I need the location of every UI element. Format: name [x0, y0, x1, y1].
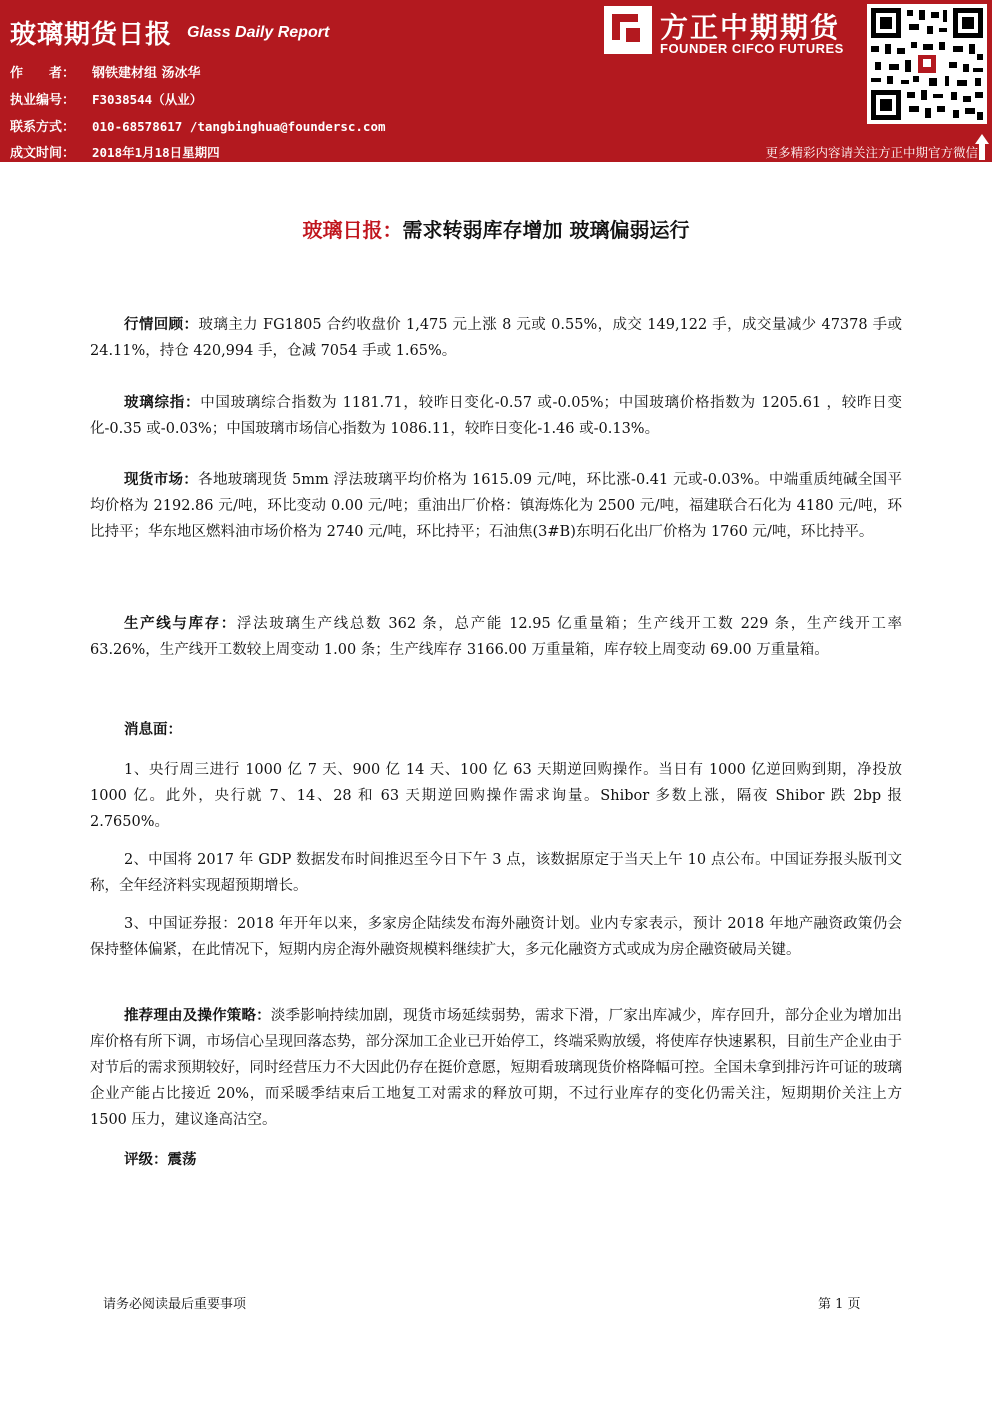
footer-notice: 请务必阅读最后重要事项: [103, 1297, 247, 1312]
page-title: [0, 214, 992, 243]
company-name-en: FOUNDER CIFCO FUTURES: [660, 41, 844, 56]
date-value: 2018年1月18日星期四: [92, 145, 220, 160]
rating-value: 震荡: [167, 1152, 197, 1168]
date-label: 成文时间：: [10, 146, 76, 161]
market-review-paragraph: [90, 312, 902, 364]
page-number: 第 1 页: [818, 1297, 861, 1312]
wechat-note: 更多精彩内容请关注方正中期官方微信: [765, 145, 978, 160]
strategy-text: 淡季影响持续加剧，现货市场延续弱势，需求下滑，厂家出库减少，库存回升，部分企业为增加出库价格有所下调，市场信心呈现回落态势，部分深加工企业已开始停工，终端采购放缓，将使库存快速累积，目前生产企业由于对节后的需求预期较好，同时经营压力不大因此仍存在挺价意愿，短期看玻璃现货价格降幅可控。全国未拿到排污许可证的玻璃企业产能占比接近 20%，而采暖季结束后工地复工对需求的释放可期，不过行业库存的变化仍需关注，短期期价关注上方 1500 压力，建议逢高沽空。: [90, 1008, 902, 1128]
news-heading: [90, 717, 902, 743]
contact-value[interactable]: 010-68578617 /tangbinghua@foundersc.com: [92, 119, 386, 134]
news-item: 3、中国证券报：2018 年开年以来，多家房企陆续发布海外融资计划。业内专家表示，预计 2018 年地产融资政策仍会保持整体偏紧，在此情况下，短期内房企海外融资规模料继续扩大，多元化融资方式或成为房企融资破局关键。: [90, 916, 902, 958]
qr-code-icon: [867, 4, 987, 124]
strategy-label: 推荐理由及操作策略：: [124, 1008, 271, 1024]
company-name-cn: 方正中期期货: [660, 11, 841, 44]
author-row: [10, 62, 201, 81]
news-label: 消息面：: [124, 722, 182, 738]
rating-label: 评级：: [124, 1152, 168, 1168]
index-paragraph: [90, 390, 902, 442]
spot-paragraph: [90, 467, 902, 545]
arrow-up-icon: [975, 134, 989, 160]
title-prefix: 玻璃日报：: [302, 218, 403, 242]
author-label: 作 者：: [10, 66, 76, 81]
spot-text: 各地玻璃现货 5mm 浮法玻璃平均价格为 1615.09 元/吨，环比涨-0.41 元或-0.03%。中端重质纯碱全国平均价格为 2192.86 元/吨，环比变动 0.00 元/吨；重油出厂价格：镇海炼化为 2500 元/吨，福建联合石化为 4180 元/吨，环比持平；华东地区燃料油市场价格为 2740 元/吨，环比持平；石油焦(3#B)东明石化出厂价格为 1760 元/吨，环比持平。: [90, 472, 903, 540]
report-header: [0, 0, 992, 162]
company-logo-icon: [604, 6, 652, 54]
production-text: 浮法玻璃生产线总数 362 条，总产能 12.95 亿重量箱；生产线开工数 229 条，生产线开工率 63.26%，生产线开工数较上周变动 1.00 条；生产线库存 3166.00 万重量箱，库存较上周变动 69.00 万重量箱。: [90, 616, 903, 658]
index-label: 玻璃综指：: [124, 395, 201, 411]
production-paragraph: [90, 611, 902, 663]
license-value: F3038544（从业）: [92, 92, 203, 107]
production-label: 生产线与库存：: [124, 616, 237, 632]
news-item: 1、央行周三进行 1000 亿 7 天、900 亿 14 天、100 亿 63 天期逆回购操作。当日有 1000 亿逆回购到期，净投放 1000 亿。此外，央行就 7、14、28 和 63 天期逆回购操作需求询量。Shibor 多数上涨，隔夜 Shibor 跌 2bp 报 2.7650%。: [90, 762, 902, 830]
author-value: 钢铁建材组 汤冰华: [92, 66, 201, 81]
rating-paragraph: [90, 1147, 902, 1173]
market-review-label: 行情回顾：: [124, 317, 199, 333]
spot-label: 现货市场：: [124, 472, 199, 488]
contact-row: [10, 116, 386, 135]
strategy-paragraph: [90, 1003, 902, 1133]
date-row: [10, 142, 220, 161]
license-row: [10, 89, 202, 108]
report-title-en: Glass Daily Report: [187, 24, 330, 41]
contact-label: 联系方式：: [10, 120, 76, 135]
title-main: 需求转弱库存增加 玻璃偏弱运行: [402, 218, 690, 242]
market-review-text: 玻璃主力 FG1805 合约收盘价 1,475 元上涨 8 元或 0.55%，成交 149,122 手，成交量减少 47378 手或 24.11%，持仓 420,994 手，仓减 7054 手或 1.65%。: [90, 317, 902, 359]
index-text: 中国玻璃综合指数为 1181.71，较昨日变化-0.57 或-0.05%；中国玻璃价格指数为 1205.61 ，较昨日变化-0.35 或-0.03%；中国玻璃市场信心指数为 1086.11，较昨日变化-1.46 或-0.13%。: [90, 395, 902, 437]
report-title-cn: 玻璃期货日报: [10, 20, 173, 50]
news-item: 2、中国将 2017 年 GDP 数据发布时间推迟至今日下午 3 点，该数据原定于当天上午 10 点公布。中国证券报头版刊文称，全年经济料实现超预期增长。: [90, 852, 902, 894]
license-label: 执业编号：: [10, 93, 76, 108]
